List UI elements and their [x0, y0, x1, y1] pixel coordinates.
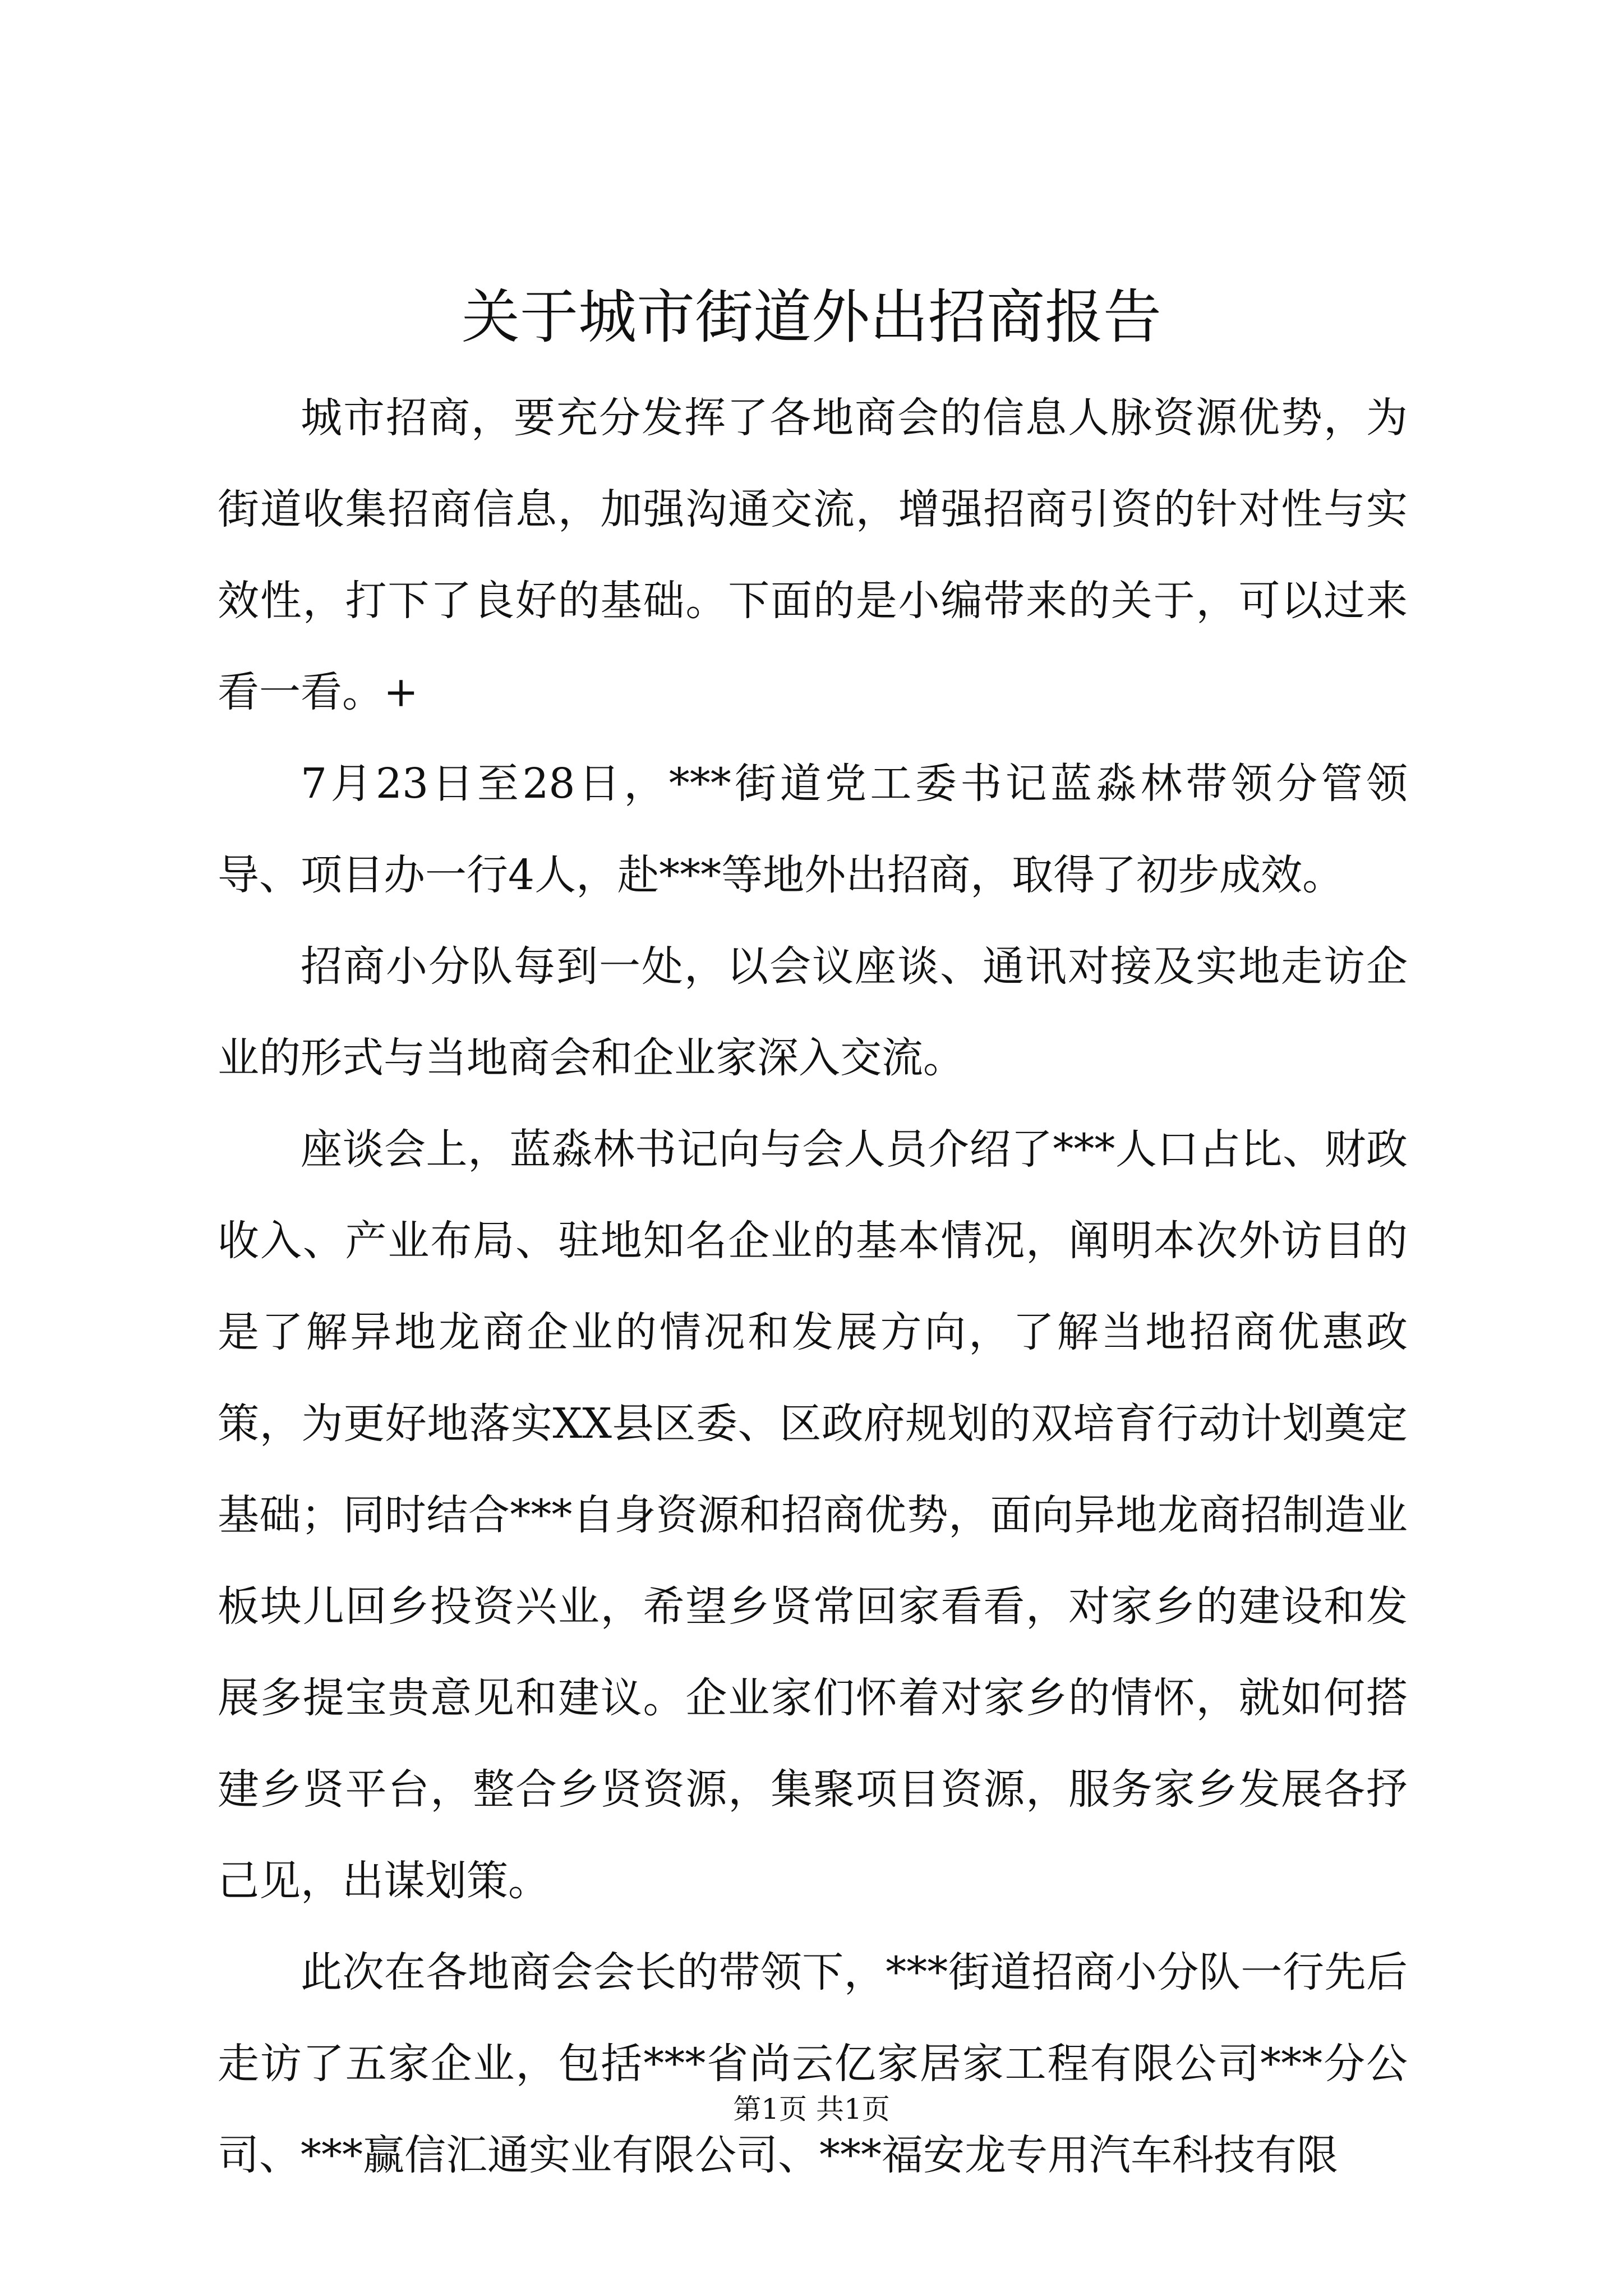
document-title: 关于城市街道外出招商报告: [461, 283, 1161, 351]
paragraph: 此次在各地商会会长的带领下，***街道招商小分队一行先后走访了五家企业，包括***省尚云亿家居家工程有限公司***分公司、***赢信汇通实业有限公司、***福安龙专用汽车科技有限: [218, 1948, 1408, 2179]
paragraph: 招商小分队每到一处，以会议座谈、通讯对接及实地走访企业的形式与当地商会和企业家深入交流。: [218, 942, 1408, 1082]
document-body: [218, 372, 1408, 2201]
paragraph: 座谈会上，蓝淼林书记向与会人员介绍了***人口占比、财政收入、产业布局、驻地知名企业的基本情况，阐明本次外访目的是了解异地龙商企业的情况和发展方向，了解当地招商优惠政策，为更好地落实XX县区委、区政府规划的双培育行动计划奠定基础；同时结合***自身资源和招商优势，面向异地龙商招制造业板块儿回乡投资兴业，希望乡贤常回家看看，对家乡的建设和发展多提宝贵意见和建议。企业家们怀着对家乡的情怀，就如何搭建乡贤平台，整合乡贤资源，集聚项目资源，服务家乡发展各抒己见，出谋划策。: [218, 1125, 1408, 1905]
paragraph: 城市招商，要充分发挥了各地商会的信息人脉资源优势，为街道收集招商信息，加强沟通交流，增强招商引资的针对性与实效性，打下了良好的基础。下面的是小编带来的关于，可以过来看一看。+: [218, 394, 1408, 716]
paragraph: 7月23日至28日，***街道党工委书记蓝淼林带领分管领导、项目办一行4人，赴***等地外出招商，取得了初步成效。: [218, 760, 1408, 899]
page-footer: 第1页 共1页: [733, 2093, 890, 2125]
